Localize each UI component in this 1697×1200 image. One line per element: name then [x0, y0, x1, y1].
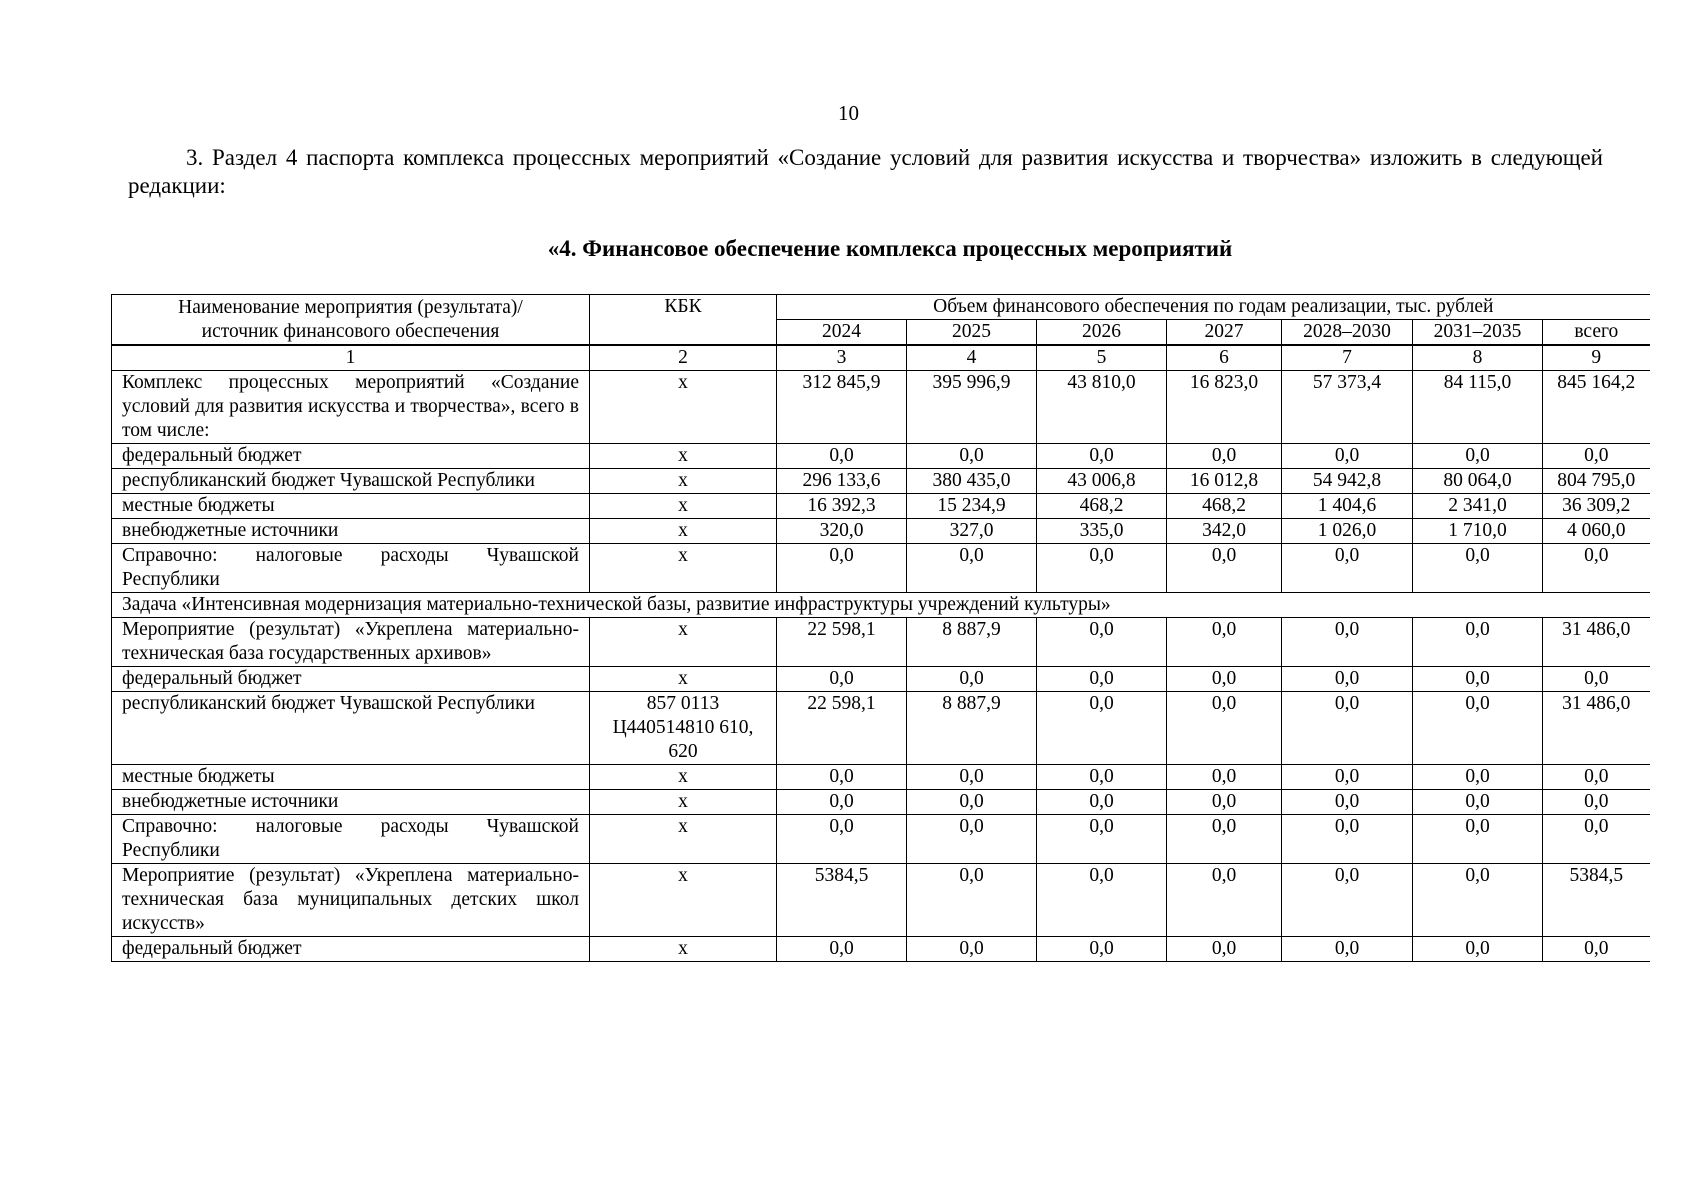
row-value: 0,0 [1167, 618, 1282, 667]
row-value: 0,0 [1543, 765, 1650, 790]
row-value: 1 026,0 [1282, 519, 1413, 544]
row-name: Справочно: налоговые расходы Чувашской Республики [112, 815, 590, 864]
row-value: 31 486,0 [1543, 618, 1650, 667]
row-value: 0,0 [777, 790, 907, 815]
row-value: 0,0 [1167, 444, 1282, 469]
row-name: федеральный бюджет [112, 667, 590, 692]
header-year: 2025 [907, 320, 1037, 346]
table-header-row [112, 295, 1650, 320]
row-value: 0,0 [907, 790, 1037, 815]
row-value: 0,0 [1543, 790, 1650, 815]
row-value: 0,0 [1413, 864, 1543, 937]
financing-table [111, 294, 1650, 962]
row-name: внебюджетные источники [112, 519, 590, 544]
row-value: 0,0 [1167, 864, 1282, 937]
row-value: 15 234,9 [907, 494, 1037, 519]
row-value: 0,0 [1167, 544, 1282, 593]
row-value: 0,0 [1543, 815, 1650, 864]
table-row [112, 519, 1650, 544]
row-value: 84 115,0 [1413, 371, 1543, 444]
row-value: 0,0 [907, 667, 1037, 692]
column-number: 3 [777, 345, 907, 371]
row-value: 0,0 [1167, 937, 1282, 962]
row-value: 0,0 [907, 544, 1037, 593]
row-value: 0,0 [1413, 815, 1543, 864]
column-number: 1 [112, 345, 590, 371]
task-row [112, 593, 1650, 618]
row-kbk: х [590, 618, 777, 667]
row-value: 0,0 [1037, 815, 1167, 864]
row-kbk: х [590, 815, 777, 864]
row-value: 312 845,9 [777, 371, 907, 444]
row-value: 0,0 [1282, 937, 1413, 962]
row-value: 0,0 [1167, 815, 1282, 864]
page-number: 10 [838, 101, 859, 125]
row-name: республиканский бюджет Чувашской Республики [112, 692, 590, 765]
row-kbk: х [590, 494, 777, 519]
row-name: Мероприятие (результат) «Укреплена материально-техническая база государственных архивов» [112, 618, 590, 667]
row-value: 22 598,1 [777, 692, 907, 765]
row-name: местные бюджеты [112, 765, 590, 790]
task-title: Задача «Интенсивная модернизация материально-технической базы, развитие инфраструктуры учреждений культуры» [112, 593, 1650, 618]
row-value: 0,0 [1282, 544, 1413, 593]
table-row [112, 544, 1650, 593]
row-name: федеральный бюджет [112, 444, 590, 469]
table-row [112, 618, 1650, 667]
row-value: 1 710,0 [1413, 519, 1543, 544]
row-kbk: х [590, 937, 777, 962]
row-value: 395 996,9 [907, 371, 1037, 444]
row-kbk: х [590, 519, 777, 544]
table-row [112, 667, 1650, 692]
row-value: 5384,5 [1543, 864, 1650, 937]
row-value: 0,0 [1413, 618, 1543, 667]
row-value: 8 887,9 [907, 618, 1037, 667]
row-value: 0,0 [1282, 444, 1413, 469]
header-year: всего [1543, 320, 1650, 346]
row-kbk: х [590, 371, 777, 444]
row-value: 0,0 [1413, 790, 1543, 815]
row-value: 0,0 [1037, 544, 1167, 593]
row-value: 43 810,0 [1037, 371, 1167, 444]
intro-paragraph: 3. Раздел 4 паспорта комплекса процессных мероприятий «Создание условий для развития искусства и творчества» изложить в следующей редакции: [128, 145, 1603, 198]
row-value: 0,0 [1282, 765, 1413, 790]
row-value: 16 392,3 [777, 494, 907, 519]
row-kbk: х [590, 790, 777, 815]
row-value: 0,0 [907, 765, 1037, 790]
table-row [112, 937, 1650, 962]
row-value: 0,0 [1037, 864, 1167, 937]
row-value: 54 942,8 [1282, 469, 1413, 494]
column-number: 9 [1543, 345, 1650, 371]
row-name: Справочно: налоговые расходы Чувашской Республики [112, 544, 590, 593]
row-value: 0,0 [1543, 937, 1650, 962]
row-value: 0,0 [907, 937, 1037, 962]
row-value: 0,0 [1413, 692, 1543, 765]
row-value: 468,2 [1037, 494, 1167, 519]
row-value: 0,0 [777, 444, 907, 469]
row-value: 0,0 [1543, 444, 1650, 469]
header-kbk: КБК [590, 295, 777, 346]
row-value: 0,0 [1543, 667, 1650, 692]
row-kbk: х [590, 667, 777, 692]
row-value: 327,0 [907, 519, 1037, 544]
column-number: 5 [1037, 345, 1167, 371]
row-value: 0,0 [777, 937, 907, 962]
row-value: 0,0 [1413, 937, 1543, 962]
row-value: 0,0 [777, 544, 907, 593]
column-number-row [112, 345, 1650, 371]
row-value: 0,0 [1167, 790, 1282, 815]
table-row [112, 444, 1650, 469]
table-row [112, 494, 1650, 519]
header-year: 2027 [1167, 320, 1282, 346]
row-value: 0,0 [907, 864, 1037, 937]
row-value: 0,0 [907, 815, 1037, 864]
row-value: 57 373,4 [1282, 371, 1413, 444]
row-value: 4 060,0 [1543, 519, 1650, 544]
row-value: 0,0 [1413, 444, 1543, 469]
row-name: внебюджетные источники [112, 790, 590, 815]
row-kbk: х [590, 444, 777, 469]
column-number: 4 [907, 345, 1037, 371]
column-number: 8 [1413, 345, 1543, 371]
table-row [112, 790, 1650, 815]
row-value: 0,0 [1037, 765, 1167, 790]
column-number: 6 [1167, 345, 1282, 371]
table-row [112, 765, 1650, 790]
row-value: 468,2 [1167, 494, 1282, 519]
row-value: 0,0 [1037, 667, 1167, 692]
table-row [112, 469, 1650, 494]
table-row [112, 864, 1650, 937]
row-kbk: х [590, 765, 777, 790]
row-value: 1 404,6 [1282, 494, 1413, 519]
row-value: 0,0 [1037, 692, 1167, 765]
row-value: 0,0 [907, 444, 1037, 469]
row-value: 36 309,2 [1543, 494, 1650, 519]
section-title: «4. Финансовое обеспечение комплекса процессных мероприятий [547, 236, 1233, 261]
row-value: 0,0 [1282, 790, 1413, 815]
row-value: 335,0 [1037, 519, 1167, 544]
header-year: 2031–2035 [1413, 320, 1543, 346]
row-kbk: х [590, 864, 777, 937]
row-value: 296 133,6 [777, 469, 907, 494]
header-volume: Объем финансового обеспечения по годам реализации, тыс. рублей [777, 295, 1650, 320]
header-year: 2028–2030 [1282, 320, 1413, 346]
row-value: 342,0 [1167, 519, 1282, 544]
row-value: 16 012,8 [1167, 469, 1282, 494]
row-value: 0,0 [1167, 667, 1282, 692]
row-value: 320,0 [777, 519, 907, 544]
row-value: 0,0 [1282, 667, 1413, 692]
table-row [112, 371, 1650, 444]
row-value: 43 006,8 [1037, 469, 1167, 494]
column-number: 2 [590, 345, 777, 371]
row-name: Мероприятие (результат) «Укреплена материально-техническая база муниципальных детских школ искусств» [112, 864, 590, 937]
row-value: 0,0 [1167, 692, 1282, 765]
row-value: 2 341,0 [1413, 494, 1543, 519]
row-kbk: х [590, 469, 777, 494]
row-value: 0,0 [1413, 667, 1543, 692]
row-value: 5384,5 [777, 864, 907, 937]
row-value: 0,0 [1413, 765, 1543, 790]
row-value: 0,0 [1037, 937, 1167, 962]
row-value: 0,0 [1282, 815, 1413, 864]
row-value: 0,0 [1413, 544, 1543, 593]
row-value: 0,0 [1282, 618, 1413, 667]
row-value: 0,0 [1167, 765, 1282, 790]
header-year: 2026 [1037, 320, 1167, 346]
row-value: 0,0 [1037, 618, 1167, 667]
header-year: 2024 [777, 320, 907, 346]
row-name: республиканский бюджет Чувашской Республики [112, 469, 590, 494]
column-number: 7 [1282, 345, 1413, 371]
row-value: 0,0 [1282, 864, 1413, 937]
row-name: местные бюджеты [112, 494, 590, 519]
row-value: 80 064,0 [1413, 469, 1543, 494]
row-value: 31 486,0 [1543, 692, 1650, 765]
row-value: 22 598,1 [777, 618, 907, 667]
row-value: 0,0 [1543, 544, 1650, 593]
row-value: 16 823,0 [1167, 371, 1282, 444]
row-value: 0,0 [1037, 790, 1167, 815]
table-row [112, 815, 1650, 864]
row-kbk: х [590, 544, 777, 593]
row-kbk: 857 0113 Ц440514810 610, 620 [590, 692, 777, 765]
row-name: Комплекс процессных мероприятий «Создание условий для развития искусства и творчества», всего в том числе: [112, 371, 590, 444]
row-value: 845 164,2 [1543, 371, 1650, 444]
row-value: 0,0 [777, 765, 907, 790]
row-value: 8 887,9 [907, 692, 1037, 765]
row-value: 804 795,0 [1543, 469, 1650, 494]
header-name: Наименование мероприятия (результата)/ источник финансового обеспечения [112, 295, 590, 346]
row-name: федеральный бюджет [112, 937, 590, 962]
row-value: 0,0 [777, 667, 907, 692]
row-value: 380 435,0 [907, 469, 1037, 494]
row-value: 0,0 [777, 815, 907, 864]
row-value: 0,0 [1037, 444, 1167, 469]
table-row [112, 692, 1650, 765]
row-value: 0,0 [1282, 692, 1413, 765]
